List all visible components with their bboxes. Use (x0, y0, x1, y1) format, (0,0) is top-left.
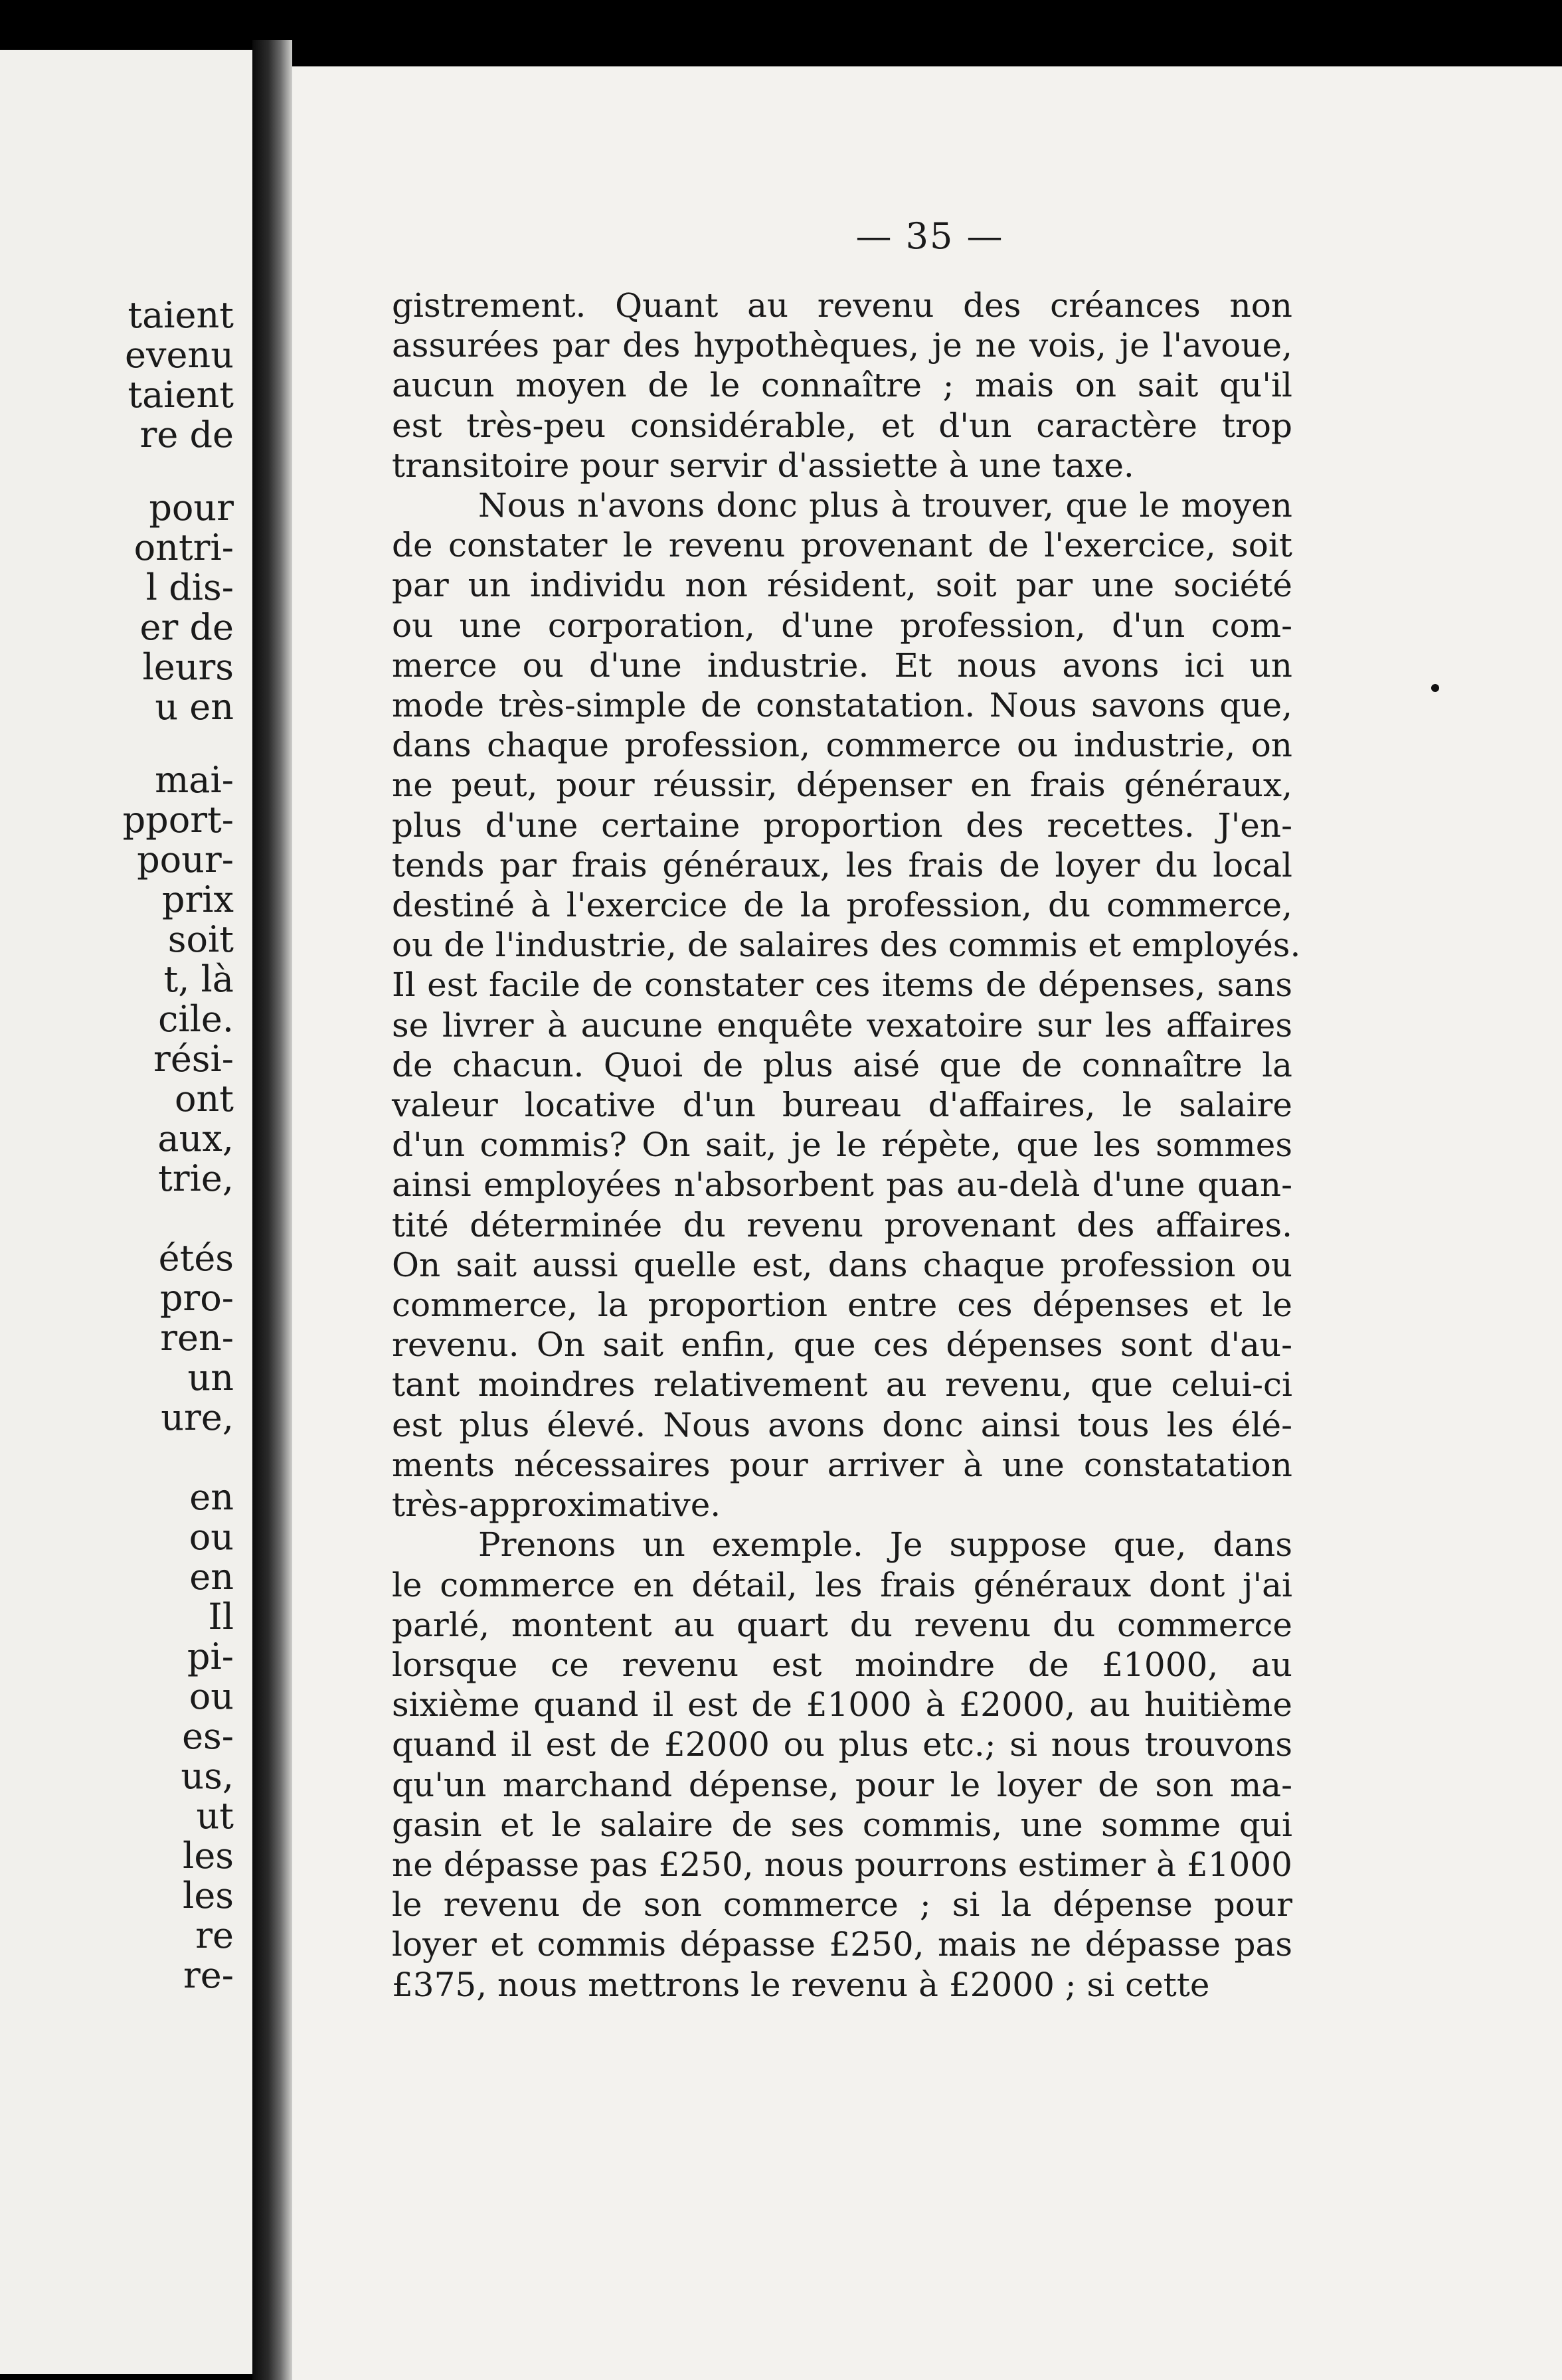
left-page-line-fragment: pi- (187, 1636, 234, 1677)
left-page-line-fragment: re- (183, 1954, 234, 1996)
left-page-line-fragment: us, (181, 1755, 234, 1797)
left-page-line-fragment: prix (161, 879, 234, 920)
left-page-line-fragment: pro- (159, 1277, 234, 1319)
text-line: commerce, la proportion entre ces dépenses et le (392, 1286, 1292, 1325)
text-line: gistrement. Quant au revenu des créances non (392, 286, 1292, 325)
current-page (292, 66, 1562, 2380)
left-page-line-fragment: evenu (125, 334, 234, 376)
left-page-line-fragment: les (183, 1875, 234, 1916)
page-number: — 35 — (855, 215, 1004, 257)
left-page-line-fragment: taient (128, 294, 234, 336)
text-line: tant moindres relativement au revenu, que celui-ci (392, 1365, 1292, 1404)
text-line: Prenons un exemple. Je suppose que, dans (478, 1525, 1292, 1565)
left-page-line-fragment: leurs (142, 646, 234, 688)
text-line: On sait aussi quelle est, dans chaque profession ou (392, 1245, 1292, 1284)
left-page-line-fragment: l dis- (145, 566, 234, 608)
text-line: ne dépasse pas £250, nous pourrons estimer à £1000 (392, 1845, 1292, 1884)
text-line: mode très-simple de constatation. Nous savons que, (392, 686, 1292, 725)
text-line: qu'un marchand dépense, pour le loyer de son ma- (392, 1765, 1292, 1804)
book-gutter (252, 40, 292, 2380)
left-page-line-fragment: pport- (122, 799, 234, 841)
text-line: merce ou d'une industrie. Et nous avons ici un (392, 645, 1292, 685)
left-page-line-fragment: u en (155, 686, 234, 728)
text-line: sixième quand il est de £1000 à £2000, au huitième (392, 1685, 1292, 1725)
text-line: de constater le revenu provenant de l'exercice, soit (392, 526, 1292, 565)
text-line: ou de l'industrie, de salaires des commis et employés. (392, 926, 1301, 965)
text-line: le commerce en détail, les frais généraux dont j'ai (392, 1565, 1292, 1604)
text-line: ne peut, pour réussir, dépenser en frais généraux, (392, 766, 1292, 805)
left-page-line-fragment: les (183, 1835, 234, 1877)
left-page-line-fragment: rési- (153, 1038, 234, 1080)
paragraph (392, 286, 1292, 485)
paragraph (392, 485, 1301, 1525)
text-line: ainsi employées n'absorbent pas au-delà d'une quan- (392, 1165, 1292, 1205)
text-line: ou une corporation, d'une profession, d'un com- (392, 606, 1292, 645)
left-page-line-fragment: un (187, 1357, 234, 1399)
text-line: se livrer à aucune enquête vexatoire sur les affaires (392, 1005, 1292, 1045)
text-line: plus d'une certaine proportion des recettes. J'en- (392, 806, 1292, 845)
text-line: tends par frais généraux, les frais de loyer du local (392, 845, 1292, 885)
text-line: valeur locative d'un bureau d'affaires, le salaire (392, 1086, 1292, 1125)
text-line: est très-peu considérable, et d'un caractère trop (392, 406, 1292, 445)
left-page-line-fragment: ou (189, 1516, 234, 1558)
text-line: assurées par des hypothèques, je ne vois, je l'avoue, (392, 326, 1292, 365)
text-line: tité déterminée du revenu provenant des affaires. (392, 1205, 1292, 1244)
text-line: ments nécessaires pour arriver à une constatation (392, 1445, 1292, 1484)
text-line: destiné à l'exercice de la profession, du commerce, (392, 886, 1292, 925)
left-page-line-fragment: cile. (158, 998, 234, 1040)
text-line: le revenu de son commerce ; si la dépense pour (392, 1885, 1292, 1924)
left-page-line-fragment: en (189, 1556, 234, 1598)
text-line: quand il est de £2000 ou plus etc.; si nous trouvons (392, 1725, 1292, 1764)
left-page-line-fragment: ont (175, 1078, 234, 1120)
left-page-line-fragment: ure, (161, 1397, 234, 1438)
left-page-line-fragment: taient (128, 374, 234, 416)
left-page-line-fragment: mai- (155, 759, 234, 801)
left-page-line-fragment: trie, (158, 1157, 234, 1199)
previous-page-fragment (0, 50, 252, 2374)
paragraph (392, 1525, 1292, 2004)
left-page-line-fragment: ren- (160, 1317, 234, 1359)
left-page-line-fragment: re de (139, 414, 234, 456)
text-line: revenu. On sait enfin, que ces dépenses sont d'au- (392, 1325, 1292, 1365)
text-line: loyer et commis dépasse £250, mais ne dépasse pas (392, 1925, 1292, 1964)
left-page-line-fragment: ontri- (133, 527, 234, 568)
text-line: gasin et le salaire de ses commis, une somme qui (392, 1805, 1292, 1844)
left-page-line-fragment: er de (139, 606, 234, 648)
text-line: dans chaque profession, commerce ou industrie, on (392, 726, 1292, 765)
text-line: Nous n'avons donc plus à trouver, que le moyen (478, 486, 1292, 525)
left-page-line-fragment: Il (208, 1596, 234, 1638)
left-page-line-fragment: ou (189, 1675, 234, 1717)
left-page-line-fragment: pour (149, 487, 234, 529)
text-line: de chacun. Quoi de plus aisé que de connaître la (392, 1045, 1292, 1084)
left-page-line-fragment: en (189, 1476, 234, 1518)
text-line: est plus élevé. Nous avons donc ainsi tous les élé- (392, 1405, 1292, 1444)
text-line: transitoire pour servir d'assiette à une taxe. (392, 446, 1134, 485)
left-page-line-fragment: aux, (157, 1118, 234, 1159)
text-line: d'un commis? On sait, je le répète, que les sommes (392, 1126, 1292, 1165)
left-page-line-fragment: soit (167, 918, 234, 960)
page-text (392, 286, 1301, 2005)
left-page-line-fragment: t, là (163, 958, 234, 1000)
text-line: aucun moyen de le connaître ; mais on sait qu'il (392, 366, 1292, 405)
left-page-line-fragment: ut (196, 1795, 234, 1837)
left-page-line-fragment: étés (158, 1237, 234, 1279)
text-line: parlé, montent au quart du revenu du commerce (392, 1605, 1292, 1644)
left-page-line-fragment: pour- (137, 839, 234, 881)
text-line: Il est facile de constater ces items de dépenses, sans (392, 966, 1292, 1005)
text-line: par un individu non résident, soit par une société (392, 566, 1292, 605)
margin-mark (1431, 684, 1439, 692)
left-page-line-fragment: es- (182, 1715, 234, 1757)
text-line: très-approximative. (392, 1486, 721, 1525)
text-line: lorsque ce revenu est moindre de £1000, au (392, 1645, 1292, 1684)
left-page-line-fragment: re (195, 1914, 234, 1956)
text-line: £375, nous mettrons le revenu à £2000 ; si cette (392, 1965, 1210, 2004)
